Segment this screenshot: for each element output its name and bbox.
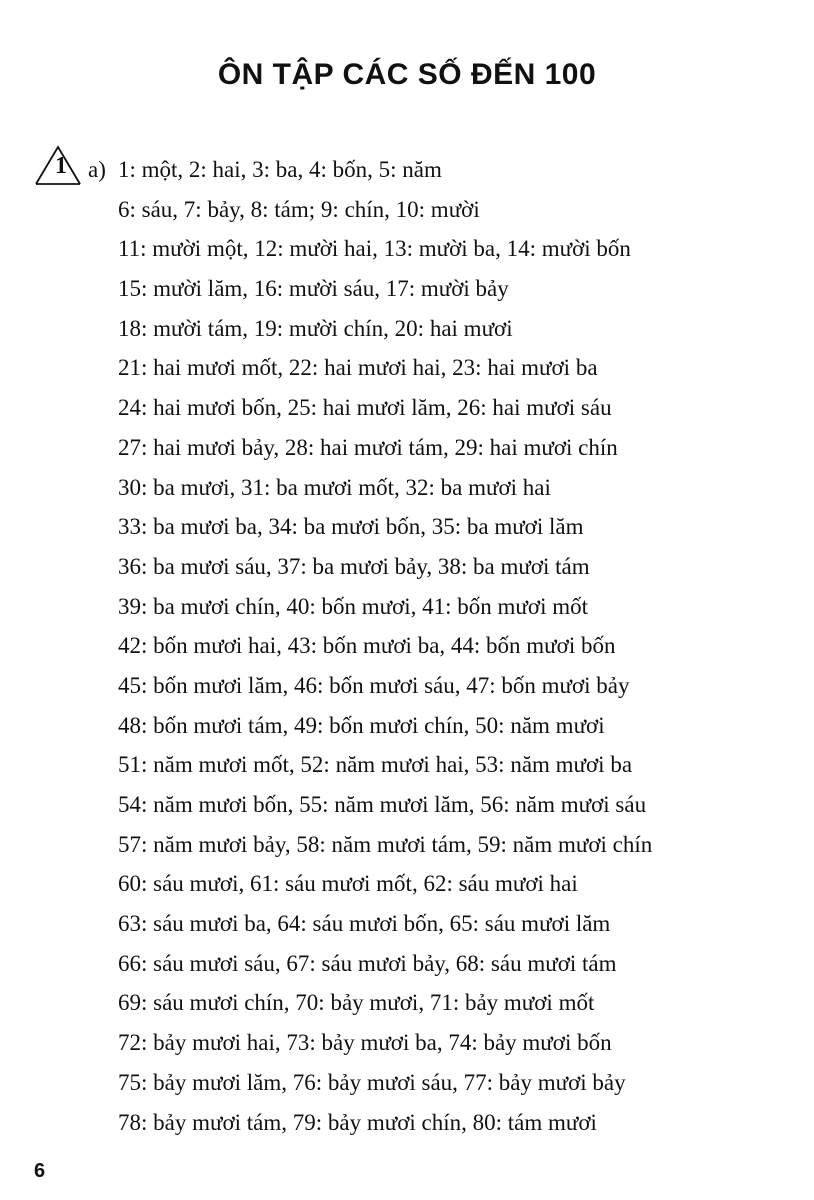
list-item: 27: hai mươi bảy, 28: hai mươi tám, 29: hai mươi chín bbox=[118, 434, 618, 460]
list-item: 78: bảy mươi tám, 79: bảy mươi chín, 80: tám mươi bbox=[118, 1109, 597, 1135]
number-word-list bbox=[118, 155, 798, 1147]
list-item: 1: một, 2: hai, 3: ba, 4: bốn, 5: năm bbox=[118, 157, 442, 182]
list-item: 18: mười tám, 19: mười chín, 20: hai mươi bbox=[118, 315, 513, 341]
part-label: a) bbox=[88, 157, 106, 182]
list-item: 51: năm mươi mốt, 52: năm mươi hai, 53: năm mươi ba bbox=[118, 752, 633, 778]
list-item: 6: sáu, 7: bảy, 8: tám; 9: chín, 10: mười bbox=[118, 196, 480, 222]
exercise-number: 1 bbox=[55, 153, 67, 179]
list-item: 72: bảy mươi hai, 73: bảy mươi ba, 74: bảy mươi bốn bbox=[118, 1030, 612, 1056]
list-item: 54: năm mươi bốn, 55: năm mươi lăm, 56: năm mươi sáu bbox=[118, 792, 647, 817]
list-item: 15: mười lăm, 16: mười sáu, 17: mười bảy bbox=[118, 276, 509, 302]
list-item: 21: hai mươi mốt, 22: hai mươi hai, 23: hai mươi ba bbox=[118, 355, 598, 381]
list-item: 30: ba mươi, 31: ba mươi mốt, 32: ba mươi hai bbox=[118, 474, 551, 500]
list-item: 75: bảy mươi lăm, 76: bảy mươi sáu, 77: bảy mươi bảy bbox=[118, 1069, 626, 1095]
list-item: 63: sáu mươi ba, 64: sáu mươi bốn, 65: sáu mươi lăm bbox=[118, 911, 611, 937]
list-item: 42: bốn mươi hai, 43: bốn mươi ba, 44: bốn mươi bốn bbox=[118, 633, 616, 659]
list-item: 11: mười một, 12: mười hai, 13: mười ba, 14: mười bốn bbox=[118, 236, 631, 262]
list-item: 60: sáu mươi, 61: sáu mươi mốt, 62: sáu mươi hai bbox=[118, 871, 578, 897]
list-item: 48: bốn mươi tám, 49: bốn mươi chín, 50: năm mươi bbox=[118, 712, 605, 738]
list-item: 57: năm mươi bảy, 58: năm mươi tám, 59: năm mươi chín bbox=[118, 831, 653, 857]
list-item: 36: ba mươi sáu, 37: ba mươi bảy, 38: ba mươi tám bbox=[118, 553, 590, 579]
exercise-badge bbox=[34, 144, 82, 186]
page-title: ÔN TẬP CÁC SỐ ĐẾN 100 bbox=[217, 58, 597, 91]
list-item: 24: hai mươi bốn, 25: hai mươi lăm, 26: hai mươi sáu bbox=[118, 395, 612, 421]
list-item: 33: ba mươi ba, 34: ba mươi bốn, 35: ba mươi lăm bbox=[118, 514, 584, 540]
list-item: 66: sáu mươi sáu, 67: sáu mươi bảy, 68: sáu mươi tám bbox=[118, 950, 617, 976]
page-number: 6 bbox=[34, 1160, 46, 1182]
list-item: 69: sáu mươi chín, 70: bảy mươi, 71: bảy mươi mốt bbox=[118, 990, 595, 1016]
list-item: 45: bốn mươi lăm, 46: bốn mươi sáu, 47: bốn mươi bảy bbox=[118, 672, 630, 698]
list-item: 39: ba mươi chín, 40: bốn mươi, 41: bốn mươi mốt bbox=[118, 593, 588, 619]
